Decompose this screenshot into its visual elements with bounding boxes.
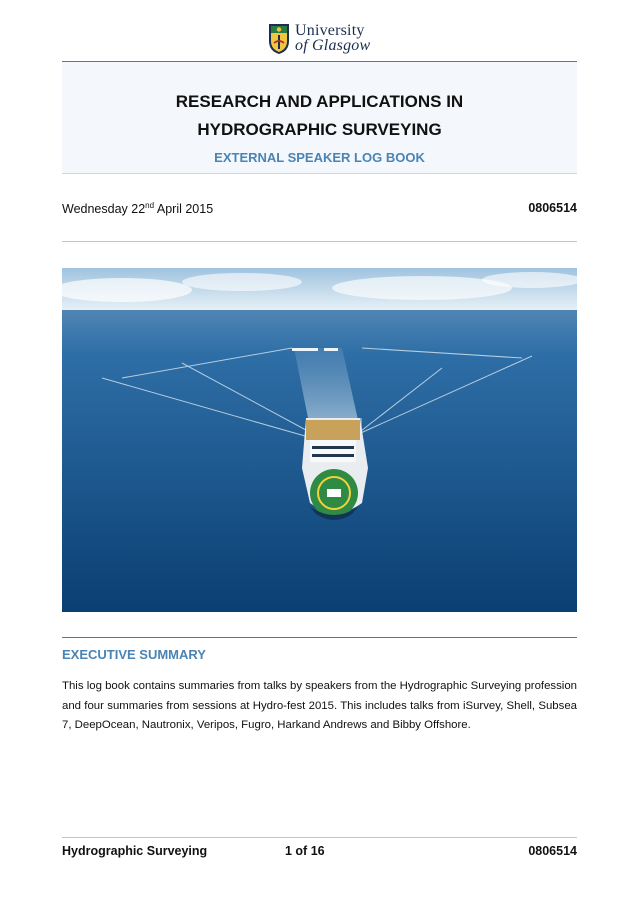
section-heading: EXECUTIVE SUMMARY	[62, 647, 206, 662]
logo-text-glasgow: of Glasgow	[295, 37, 371, 54]
document-date	[62, 201, 213, 216]
vessel-photo-image	[62, 268, 577, 612]
summary-paragraph: This log book contains summaries from talks by speakers from the Hydrographic Surveying profession and four summaries from sessions at Hydro-fest 2015. This includes talks from iSurvey, Shell, Subsea 7, DeepOcean, Nautronix, Veripos, Fugro, Harkand Andrews and Bibby Offshore.	[62, 680, 577, 731]
footer-page-number: 1 of 16	[285, 844, 325, 858]
date-suffix: nd	[145, 201, 155, 210]
student-id: 0806514	[528, 201, 577, 215]
title-band	[62, 61, 577, 174]
document-title-line1: RESEARCH AND APPLICATIONS IN	[175, 92, 464, 111]
date-rest: April 2015	[154, 202, 214, 217]
crest-icon	[268, 23, 290, 55]
document-subtitle: EXTERNAL SPEAKER LOG BOOK	[214, 150, 425, 165]
footer-student-id: 0806514	[528, 844, 577, 858]
section-divider	[62, 637, 577, 638]
survey-vessel-photo	[62, 268, 577, 612]
footer-course-name: Hydrographic Surveying	[62, 844, 208, 858]
divider	[62, 241, 577, 242]
university-logo	[268, 22, 372, 56]
date-prefix: Wednesday 22	[62, 202, 146, 217]
footer-divider	[62, 837, 577, 838]
document-title-line2: HYDROGRAPHIC SURVEYING	[197, 120, 442, 139]
logo-text-university: University	[295, 22, 365, 39]
